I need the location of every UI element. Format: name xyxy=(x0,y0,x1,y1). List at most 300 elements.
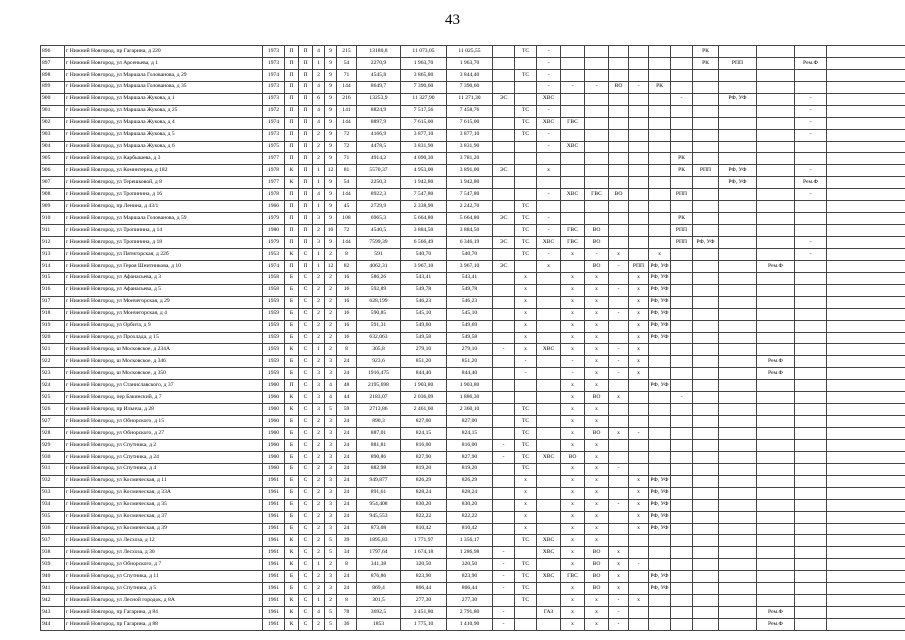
cell-u11 xyxy=(649,225,671,237)
cell-u11 xyxy=(649,439,671,451)
cell-u11: РФ, УФ xyxy=(649,332,671,344)
cell-sew: - xyxy=(585,81,609,93)
cell-u12 xyxy=(671,428,693,440)
cell-rpp xyxy=(719,248,757,260)
cell-u16: - xyxy=(795,117,827,129)
cell-no: 898 xyxy=(41,69,65,81)
cell-s1: 591 xyxy=(357,248,401,260)
cell-fl: 2 xyxy=(313,428,325,440)
cell-s1: 873,08 xyxy=(357,523,401,535)
cell-s1: 4914,2 xyxy=(357,153,401,165)
cell-rf xyxy=(757,547,795,559)
cell-u9 xyxy=(609,511,629,523)
cell-s3: 1 942,80 xyxy=(447,177,493,189)
cell-heat xyxy=(629,416,649,428)
cell-s2: 7 390,60 xyxy=(401,81,447,93)
cell-rpp xyxy=(719,380,757,392)
cell-heat: х xyxy=(629,332,649,344)
cell-cat: С xyxy=(299,559,313,571)
cell-mat: П xyxy=(285,213,299,225)
cell-cws xyxy=(537,595,561,607)
cell-u17 xyxy=(827,404,905,416)
cell-hws: х xyxy=(561,344,585,356)
cell-u11: РФ, УФ xyxy=(649,284,671,296)
cell-s2: 7 517,56 xyxy=(401,105,447,117)
cell-ent: 3 xyxy=(325,571,337,583)
cell-u16 xyxy=(795,380,827,392)
cell-apt: 54 xyxy=(337,57,357,69)
cell-ent: 2 xyxy=(325,284,337,296)
cell-s1: 590,85 xyxy=(357,308,401,320)
cell-ent: 2 xyxy=(325,320,337,332)
cell-u5: ТС xyxy=(515,583,537,595)
cell-year: 1975 xyxy=(263,141,285,153)
cell-gas: - xyxy=(493,583,515,595)
cell-u11 xyxy=(649,69,671,81)
cell-gas: - xyxy=(493,344,515,356)
cell-rk xyxy=(693,547,719,559)
cell-no: 937 xyxy=(41,535,65,547)
cell-cat: П xyxy=(299,69,313,81)
table-row xyxy=(41,165,905,177)
cell-cat: П xyxy=(299,225,313,237)
cell-hws xyxy=(561,129,585,141)
cell-u9 xyxy=(609,93,629,105)
cell-u17 xyxy=(827,320,905,332)
cell-u17 xyxy=(827,511,905,523)
cell-apt: 24 xyxy=(337,463,357,475)
cell-no: 909 xyxy=(41,201,65,213)
cell-rpp: РФ, УФ xyxy=(719,177,757,189)
cell-apt: 24 xyxy=(337,583,357,595)
cell-cat: П xyxy=(299,260,313,272)
cell-u17 xyxy=(827,105,905,117)
cell-s3: 822,22 xyxy=(447,511,493,523)
cell-sew: х xyxy=(585,296,609,308)
cell-s3: 549,58 xyxy=(447,332,493,344)
cell-rf xyxy=(757,284,795,296)
cell-u12 xyxy=(671,511,693,523)
cell-apt: 36 xyxy=(337,619,357,631)
cell-sew: х xyxy=(585,416,609,428)
cell-hws xyxy=(561,69,585,81)
cell-s1: 341,38 xyxy=(357,559,401,571)
cell-addr: г Нижний Новгород, ул Пятигорская, д 22б xyxy=(65,248,263,260)
cell-u12: РК xyxy=(671,153,693,165)
cell-u12: РК xyxy=(671,213,693,225)
cell-s1: 8897,9 xyxy=(357,117,401,129)
cell-u9: - xyxy=(609,619,629,631)
cell-cws xyxy=(537,404,561,416)
cell-heat xyxy=(629,463,649,475)
cell-no: 914 xyxy=(41,260,65,272)
cell-apt: 16 xyxy=(337,320,357,332)
cell-sew: х xyxy=(585,499,609,511)
cell-rf xyxy=(757,93,795,105)
cell-rf xyxy=(757,117,795,129)
cell-ent: 2 xyxy=(325,595,337,607)
cell-rf xyxy=(757,523,795,535)
cell-heat xyxy=(629,165,649,177)
cell-u12 xyxy=(671,475,693,487)
cell-sew xyxy=(585,177,609,189)
cell-addr: г Нижний Новгород, ул Станиславского, д 37 xyxy=(65,380,263,392)
cell-u17 xyxy=(827,451,905,463)
table-row xyxy=(41,213,905,225)
cell-mat: Б xyxy=(285,451,299,463)
cell-sew: х xyxy=(585,487,609,499)
cell-u12 xyxy=(671,201,693,213)
cell-apt: 71 xyxy=(337,69,357,81)
cell-no: 905 xyxy=(41,153,65,165)
cell-gas: - xyxy=(493,451,515,463)
cell-mat: П xyxy=(285,380,299,392)
cell-sew xyxy=(585,57,609,69)
cell-rk xyxy=(693,499,719,511)
cell-ent: 2 xyxy=(325,332,337,344)
cell-u17 xyxy=(827,177,905,189)
cell-u17 xyxy=(827,499,905,511)
cell-u11 xyxy=(649,404,671,416)
table-row xyxy=(41,619,905,631)
cell-no: 916 xyxy=(41,284,65,296)
cell-year: 1974 xyxy=(263,69,285,81)
cell-s1: 876,86 xyxy=(357,571,401,583)
cell-ent: 9 xyxy=(325,189,337,201)
cell-u5: - xyxy=(515,368,537,380)
table-row xyxy=(41,368,905,380)
cell-u5 xyxy=(515,260,537,272)
cell-cws: - xyxy=(537,57,561,69)
cell-year: 1980 xyxy=(263,225,285,237)
cell-apt: 144 xyxy=(337,117,357,129)
cell-cat: С xyxy=(299,511,313,523)
cell-ent: 9 xyxy=(325,93,337,105)
cell-no: 904 xyxy=(41,141,65,153)
cell-u11 xyxy=(649,201,671,213)
cell-s3: 806,44 xyxy=(447,583,493,595)
cell-heat xyxy=(629,46,649,58)
cell-rk xyxy=(693,416,719,428)
cell-heat xyxy=(629,380,649,392)
cell-heat xyxy=(629,225,649,237)
cell-s3: 1 356,17 xyxy=(447,535,493,547)
cell-rpp xyxy=(719,272,757,284)
cell-rk xyxy=(693,368,719,380)
cell-no: 915 xyxy=(41,272,65,284)
cell-no: 934 xyxy=(41,499,65,511)
cell-sew: х xyxy=(585,607,609,619)
cell-rk xyxy=(693,619,719,631)
cell-apt: 16 xyxy=(337,272,357,284)
cell-rpp xyxy=(719,296,757,308)
cell-no: 910 xyxy=(41,213,65,225)
cell-u12 xyxy=(671,332,693,344)
cell-rpp xyxy=(719,392,757,404)
cell-cws xyxy=(537,356,561,368)
cell-u5 xyxy=(515,57,537,69)
cell-rf: Рем.Ф xyxy=(757,607,795,619)
cell-u11 xyxy=(649,46,671,58)
cell-u11 xyxy=(649,129,671,141)
cell-rf xyxy=(757,141,795,153)
cell-addr: г Нижний Новгород, ш Московское, д 350 xyxy=(65,368,263,380)
cell-u17 xyxy=(827,416,905,428)
cell-u5: ТС xyxy=(515,451,537,463)
cell-s2: 549,78 xyxy=(401,284,447,296)
cell-addr: г Нижний Новгород, ул Маршала Жукова, д 5 xyxy=(65,129,263,141)
cell-cws xyxy=(537,177,561,189)
cell-u16 xyxy=(795,368,827,380)
cell-cat: П xyxy=(299,46,313,58)
cell-rpp xyxy=(719,332,757,344)
cell-gas xyxy=(493,177,515,189)
cell-u9 xyxy=(609,213,629,225)
cell-cws xyxy=(537,380,561,392)
cell-cws: х xyxy=(537,260,561,272)
cell-rpp xyxy=(719,344,757,356)
cell-heat xyxy=(629,117,649,129)
cell-rpp xyxy=(719,356,757,368)
cell-u5: х xyxy=(515,511,537,523)
cell-rk xyxy=(693,141,719,153)
cell-hws: х xyxy=(561,583,585,595)
cell-heat xyxy=(629,571,649,583)
cell-no: 918 xyxy=(41,308,65,320)
cell-no: 923 xyxy=(41,368,65,380)
table-row xyxy=(41,416,905,428)
table-row xyxy=(41,69,905,81)
cell-cat: С xyxy=(299,571,313,583)
cell-s3: 7 390,60 xyxy=(447,81,493,93)
cell-gas xyxy=(493,595,515,607)
cell-fl: 2 xyxy=(313,272,325,284)
cell-rk xyxy=(693,201,719,213)
cell-rpp xyxy=(719,320,757,332)
cell-addr: г Нижний Новгород, ул Спутника, д 2 xyxy=(65,439,263,451)
cell-gas xyxy=(493,248,515,260)
cell-year: 1961 xyxy=(263,607,285,619)
cell-cws xyxy=(537,320,561,332)
cell-s3: 540,70 xyxy=(447,248,493,260)
cell-u17 xyxy=(827,571,905,583)
cell-u12 xyxy=(671,607,693,619)
cell-ent: 3 xyxy=(325,475,337,487)
cell-rpp xyxy=(719,499,757,511)
cell-u5 xyxy=(515,165,537,177)
cell-fl: 1 xyxy=(313,177,325,189)
cell-s3: 279,10 xyxy=(447,344,493,356)
cell-s3: 7 615,00 xyxy=(447,117,493,129)
cell-fl: 4 xyxy=(313,189,325,201)
cell-rf xyxy=(757,69,795,81)
cell-heat xyxy=(629,439,649,451)
cell-no: 928 xyxy=(41,428,65,440)
cell-rk xyxy=(693,213,719,225)
cell-no: 903 xyxy=(41,129,65,141)
cell-cws: - xyxy=(537,46,561,58)
cell-rf xyxy=(757,451,795,463)
cell-year: 1960 xyxy=(263,380,285,392)
cell-hws: - xyxy=(561,81,585,93)
cell-fl: 2 xyxy=(313,320,325,332)
cell-u11 xyxy=(649,117,671,129)
cell-addr: г Нижний Новгород, ул Космическая, д 35 xyxy=(65,499,263,511)
cell-fl: 2 xyxy=(313,284,325,296)
cell-rpp: РПП xyxy=(719,57,757,69)
cell-rf xyxy=(757,308,795,320)
cell-cat: С xyxy=(299,296,313,308)
cell-apt: 8 xyxy=(337,248,357,260)
cell-cws: х xyxy=(537,165,561,177)
cell-u11 xyxy=(649,595,671,607)
cell-ent: 4 xyxy=(325,392,337,404)
cell-u11 xyxy=(649,213,671,225)
cell-u16 xyxy=(795,583,827,595)
cell-mat: П xyxy=(285,93,299,105)
cell-u16: - xyxy=(795,248,827,260)
cell-s2: 7 615,00 xyxy=(401,117,447,129)
cell-rf xyxy=(757,57,795,69)
cell-u11: РФ, УФ xyxy=(649,571,671,583)
cell-mat: Б xyxy=(285,428,299,440)
cell-u17 xyxy=(827,583,905,595)
cell-gas: ЭС xyxy=(493,93,515,105)
cell-apt: 24 xyxy=(337,499,357,511)
cell-cws: - xyxy=(537,213,561,225)
cell-u17 xyxy=(827,439,905,451)
cell-gas xyxy=(493,69,515,81)
cell-rpp xyxy=(719,201,757,213)
cell-s1: 13180,8 xyxy=(357,46,401,58)
cell-no: 940 xyxy=(41,571,65,583)
cell-heat xyxy=(629,177,649,189)
cell-u11: РФ, УФ xyxy=(649,308,671,320)
cell-sew: ВО xyxy=(585,559,609,571)
cell-u11 xyxy=(649,105,671,117)
cell-fl: 2 xyxy=(313,547,325,559)
cell-u16 xyxy=(795,463,827,475)
cell-rpp xyxy=(719,511,757,523)
cell-no: 920 xyxy=(41,332,65,344)
cell-u16 xyxy=(795,416,827,428)
cell-rpp xyxy=(719,213,757,225)
cell-u16 xyxy=(795,344,827,356)
cell-no: 939 xyxy=(41,559,65,571)
cell-rk xyxy=(693,380,719,392)
table-row xyxy=(41,320,905,332)
cell-cws: ХВС xyxy=(537,237,561,249)
cell-s1: 2195,698 xyxy=(357,380,401,392)
cell-addr: г Нижний Новгород, пр Гагарина, д 88 xyxy=(65,619,263,631)
cell-cat: П xyxy=(299,117,313,129)
cell-addr: г Нижний Новгород, ул Коминтерна, д 182 xyxy=(65,165,263,177)
cell-u5: х xyxy=(515,296,537,308)
table-row xyxy=(41,57,905,69)
cell-ent: 3 xyxy=(325,499,337,511)
cell-apt: 215 xyxy=(337,46,357,58)
table-row xyxy=(41,487,905,499)
cell-addr: г Нижний Новгород, ул Маршала Жукова, д 1 xyxy=(65,93,263,105)
cell-addr: г Нижний Новгород, ул Тропинина, д 16 xyxy=(65,189,263,201)
cell-no: 944 xyxy=(41,619,65,631)
cell-apt: 34 xyxy=(337,547,357,559)
cell-s1: 949,877 xyxy=(357,475,401,487)
cell-rpp xyxy=(719,368,757,380)
cell-fl: 1 xyxy=(313,595,325,607)
cell-rk xyxy=(693,117,719,129)
cell-no: 930 xyxy=(41,451,65,463)
cell-fl: 1 xyxy=(313,57,325,69)
cell-year: 1959 xyxy=(263,356,285,368)
cell-addr: г Нижний Новгород, ул Космическая, д 39 xyxy=(65,523,263,535)
cell-u12 xyxy=(671,523,693,535)
cell-rf xyxy=(757,213,795,225)
cell-u5: ТС xyxy=(515,535,537,547)
cell-gas xyxy=(493,225,515,237)
cell-s2: 830,20 xyxy=(401,499,447,511)
cell-rpp xyxy=(719,225,757,237)
cell-s1: 7599,39 xyxy=(357,237,401,249)
cell-heat: х xyxy=(629,356,649,368)
cell-u5 xyxy=(515,141,537,153)
cell-gas xyxy=(493,523,515,535)
cell-year: 1979 xyxy=(263,213,285,225)
cell-s1: 4478,5 xyxy=(357,141,401,153)
cell-rpp xyxy=(719,237,757,249)
cell-cws: - xyxy=(537,129,561,141)
cell-no: 943 xyxy=(41,607,65,619)
cell-u9: - xyxy=(609,344,629,356)
cell-rpp xyxy=(719,141,757,153)
cell-s1: 2250,3 xyxy=(357,177,401,189)
cell-cws: - xyxy=(537,141,561,153)
cell-sew: х xyxy=(585,439,609,451)
cell-cws: ХВС xyxy=(537,571,561,583)
cell-u16 xyxy=(795,428,827,440)
cell-mat: Б xyxy=(285,475,299,487)
cell-gas xyxy=(493,368,515,380)
cell-heat xyxy=(629,213,649,225)
cell-s3: 3 844,40 xyxy=(447,69,493,81)
cell-s1: 8922,3 xyxy=(357,189,401,201)
cell-hws xyxy=(561,213,585,225)
cell-rf xyxy=(757,428,795,440)
cell-rk xyxy=(693,451,719,463)
cell-cat: С xyxy=(299,583,313,595)
table-row xyxy=(41,344,905,356)
cell-mat: Б xyxy=(285,296,299,308)
cell-s2: 2 338,90 xyxy=(401,201,447,213)
cell-ent: 3 xyxy=(325,428,337,440)
cell-u16 xyxy=(795,260,827,272)
cell-u9 xyxy=(609,153,629,165)
cell-cat: П xyxy=(299,189,313,201)
cell-u17 xyxy=(827,201,905,213)
cell-year: 1960 xyxy=(263,463,285,475)
cell-hws: х xyxy=(561,284,585,296)
cell-u17 xyxy=(827,356,905,368)
cell-cws: - xyxy=(537,69,561,81)
cell-u12 xyxy=(671,117,693,129)
cell-s2: 827,00 xyxy=(401,416,447,428)
cell-u16 xyxy=(795,499,827,511)
cell-s1: 881,81 xyxy=(357,439,401,451)
cell-u11 xyxy=(649,344,671,356)
cell-mat: П xyxy=(285,69,299,81)
cell-fl: 2 xyxy=(313,296,325,308)
cell-sew xyxy=(585,69,609,81)
